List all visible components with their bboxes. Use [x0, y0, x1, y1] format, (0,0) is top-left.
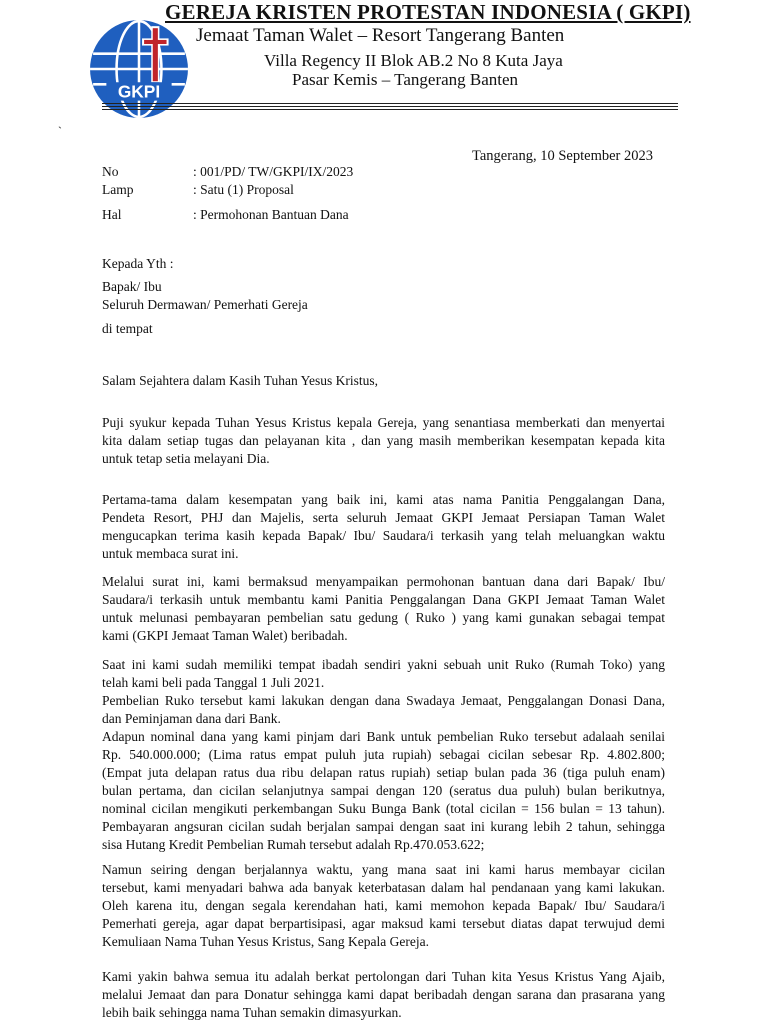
paragraph-2 [102, 491, 665, 563]
paragraph-line: Puji syukur kepada Tuhan Yesus Kristus kepala Gereja, yang senantiasa memberkati dan menyertai [102, 415, 665, 430]
paragraph-line: Saudara/i terkasih untuk membantu kami Panitia Penggalangan Dana GKPI Jemaat Taman Walet [102, 592, 665, 607]
meta-label: No [102, 164, 119, 179]
church-name-title: GEREJA KRISTEN PROTESTAN INDONESIA ( GKPI) [165, 0, 691, 24]
recipient-line-1: Bapak/ Ibu [102, 279, 162, 294]
header-rule [102, 106, 678, 107]
paragraph-line: Kemuliaan Nama Tuhan Yesus Kristus, Sang Kepala Gereja. [102, 934, 429, 949]
paragraph-line: nominal cicilan mengikuti perkembangan Suku Bunga Bank (total cicilan = 156 bulan = 13 tahun). [102, 801, 665, 816]
meta-label: Hal [102, 207, 122, 222]
paragraph-line: kita dalam setiap tugas dan pelayanan kita , dan yang masih memberikan kesempatan kepada kita [102, 433, 665, 448]
meta-value: : 001/PD/ TW/GKPI/IX/2023 [193, 164, 354, 179]
paragraph-line: Namun seiring dengan berjalannya waktu, yang mana saat ini kami harus membayar cicilan [102, 862, 665, 877]
logo-text: GKPI [117, 81, 161, 102]
address-line-1: Villa Regency II Blok AB.2 No 8 Kuta Jaya [264, 51, 563, 70]
paragraph-line: telah kami beli pada Tanggal 1 Juli 2021. [102, 675, 325, 690]
meta-hal [102, 207, 349, 223]
paragraph-line: Oleh karena itu, dengan segala kerendahan hati, kami memohon kepada Bapak/ Ibu/ Saudara/i [102, 898, 665, 913]
meta-label: Lamp [102, 182, 134, 197]
greeting: Salam Sejahtera dalam Kasih Tuhan Yesus Kristus, [102, 373, 378, 388]
paragraph-1 [102, 414, 665, 468]
paragraph-line: bulan pertama, dan cicilan selanjutnya sampai dengan 120 (seratus dua puluh) bulan berikutnya, [102, 783, 665, 798]
paragraph-line: (Empat juta delapan ratus dua ribu delapan ratus rupiah) setiap bulan pada 36 (tiga puluh enam) [102, 765, 665, 780]
paragraph-line: Saat ini kami sudah memiliki tempat ibadah sendiri yakni sebuah unit Ruko (Rumah Toko) yang [102, 657, 665, 672]
paragraph-6 [102, 968, 665, 1022]
header-rule [102, 109, 678, 110]
paragraph-line: untuk melunasi pembayaran pembelian satu gedung ( Ruko ) yang kami gunakan sebagai tempat [102, 610, 665, 625]
letter-date: Tangerang, 10 September 2023 [472, 148, 653, 164]
address-line-2: Pasar Kemis – Tangerang Banten [292, 70, 519, 89]
paragraph-line: Rp. 540.000.000; (Lima ratus empat puluh juta rupiah) sebagai cicilan sebesar Rp. 4.802.800; [102, 747, 665, 762]
paragraph-line: lebih baik sehingga nama Tuhan semakin dimasyurkan. [102, 1005, 402, 1020]
paragraph-line: melalui Jemaat dan para Donatur sehingga kami dapat beribadah dengan sarana dan prasarana yang [102, 987, 665, 1002]
paragraph-line: Pemerhati gereja, agar dapat berpartisipasi, agar maksud kami tersebut diatas dapat terwujud demi [102, 916, 665, 931]
jemaat-line: Jemaat Taman Walet – Resort Tangerang Banten [196, 25, 565, 46]
paragraph-line: Pembayaran angsuran cicilan sudah berjalan sampai dengan saat ini kurang lebih 2 tahun, sehingga [102, 819, 665, 834]
header-rule [102, 103, 678, 104]
paragraph-line: Adapun nominal dana yang kami pinjam dari Bank untuk pembelian Ruko tersebut adalaah senilai [102, 729, 665, 744]
recipient-intro: Kepada Yth : [102, 256, 174, 271]
meta-lamp [102, 182, 294, 198]
recipient-place: di tempat [102, 321, 153, 336]
paragraph-line: Pendeta Resort, PHJ dan Majelis, serta seluruh Jemaat GKPI Jemaat Persiapan Taman Walet [102, 510, 665, 525]
gkpi-logo [88, 18, 190, 120]
paragraph-line: tersebut, kami menyadari bahwa ada banyak keterbatasan dalam hal pendanaan yang kami lakukan. [102, 880, 665, 895]
meta-value: : Satu (1) Proposal [193, 182, 294, 197]
meta-value: : Permohonan Bantuan Dana [193, 207, 349, 222]
paragraph-line: untuk tetap setia melayani Dia. [102, 451, 270, 466]
paragraph-line: kami (GKPI Jemaat Taman Walet) beribadah. [102, 628, 348, 643]
recipient-line-2: Seluruh Dermawan/ Pemerhati Gereja [102, 297, 308, 312]
meta-no [102, 164, 353, 180]
paragraph-line: Melalui surat ini, kami bermaksud menyampaikan permohonan bantuan dana dari Bapak/ Ibu/ [102, 574, 665, 589]
paragraph-line: Pembelian Ruko tersebut kami lakukan dengan dana Swadaya Jemaat, Penggalangan Donasi Dana, [102, 693, 665, 708]
paragraph-line: dan Peminjaman dana dari Bank. [102, 711, 281, 726]
paragraph-line: Pertama-tama dalam kesempatan yang baik ini, kami atas nama Panitia Penggalangan Dana, [102, 492, 665, 507]
stray-mark: ` [58, 124, 62, 138]
paragraph-3 [102, 573, 665, 645]
paragraph-line: sisa Hutang Kredit Pembelian Rumah tersebut adalah Rp.470.053.622; [102, 837, 485, 852]
paragraph-line: untuk membaca surat ini. [102, 546, 239, 561]
paragraph-4 [102, 656, 665, 854]
paragraph-5 [102, 861, 665, 951]
paragraph-line: Kami yakin bahwa semua itu adalah berkat pertolongan dari Tuhan kita Yesus Kristus Yang Ajaib, [102, 969, 665, 984]
paragraph-line: mengucapkan terima kasih kepada Bapak/ Ibu/ Saudara/i terkasih yang telah meluangkan waktu [102, 528, 665, 543]
